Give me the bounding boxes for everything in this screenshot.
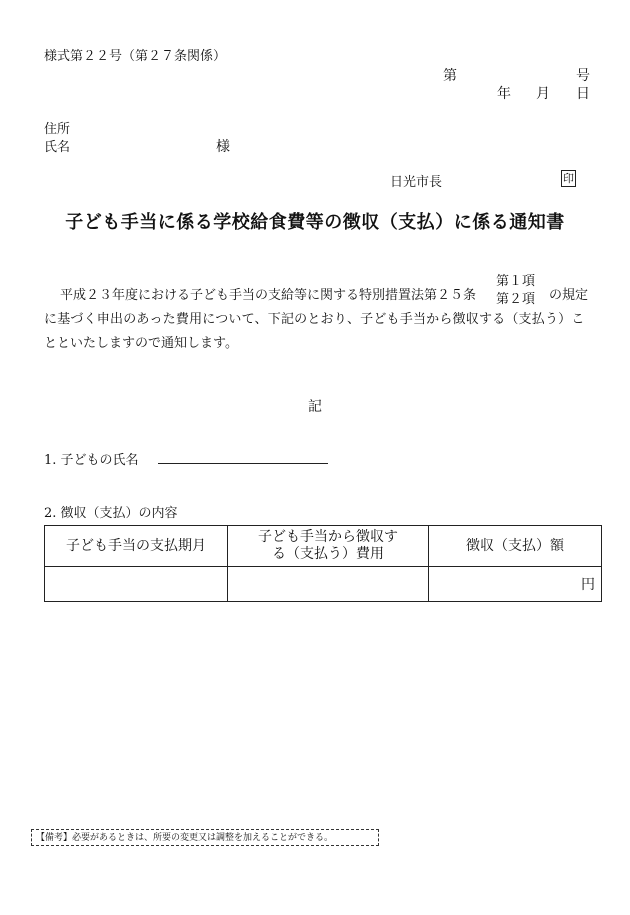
name-label: 氏名 [44, 140, 71, 155]
mayor-label: 日光市長 [390, 175, 443, 190]
body-line-3: とといたしますので通知します。 [44, 336, 238, 351]
table-row [45, 567, 602, 602]
ki-heading: 記 [308, 399, 322, 415]
amount-unit: 円 [581, 577, 595, 593]
payment-month-cell[interactable] [45, 567, 228, 602]
date-year: 年 [497, 86, 511, 102]
document-number-prefix: 第 [443, 68, 457, 84]
form-number: 様式第２２号（第２７条関係） [44, 49, 227, 64]
document-title: 子ども手当に係る学校給食費等の徴収（支払）に係る通知書 [65, 212, 565, 233]
column-header-amount: 徴収（支払）額 [429, 526, 602, 567]
collected-expense-cell[interactable] [228, 567, 429, 602]
seal-stamp: 印 [563, 172, 574, 185]
body-item-1: 第１項 [496, 274, 536, 289]
body-item-2: 第２項 [496, 292, 536, 307]
table-header-row [45, 526, 602, 567]
remark-note: 【備考】必要があるときは、所要の変更又は調整を加えることができる。 [31, 829, 379, 846]
collection-details-label: 2. 徴収（支払）の内容 [44, 506, 178, 521]
date-day: 日 [576, 86, 590, 102]
body-line-1-tail: の規定 [549, 288, 589, 303]
amount-cell[interactable] [429, 567, 602, 602]
address-label: 住所 [44, 122, 71, 137]
honorific-label: 様 [216, 139, 230, 155]
collection-table [44, 525, 602, 602]
column-header-payment-month: 子ども手当の支払期月 [45, 526, 228, 567]
document-number-suffix: 号 [576, 68, 590, 84]
body-line-1: 平成２３年度における子ども手当の支給等に関する特別措置法第２５条 [60, 288, 477, 303]
date-month: 月 [536, 86, 550, 102]
column-header-collected-expense: 子ども手当から徴収する（支払う）費用 [228, 526, 429, 567]
body-line-2: に基づく申出のあった費用について、下記のとおり、子ども手当から徴収する（支払う）こ [44, 312, 585, 327]
child-name-label: 1. 子どもの氏名 [44, 453, 139, 468]
child-name-field[interactable] [158, 463, 328, 464]
